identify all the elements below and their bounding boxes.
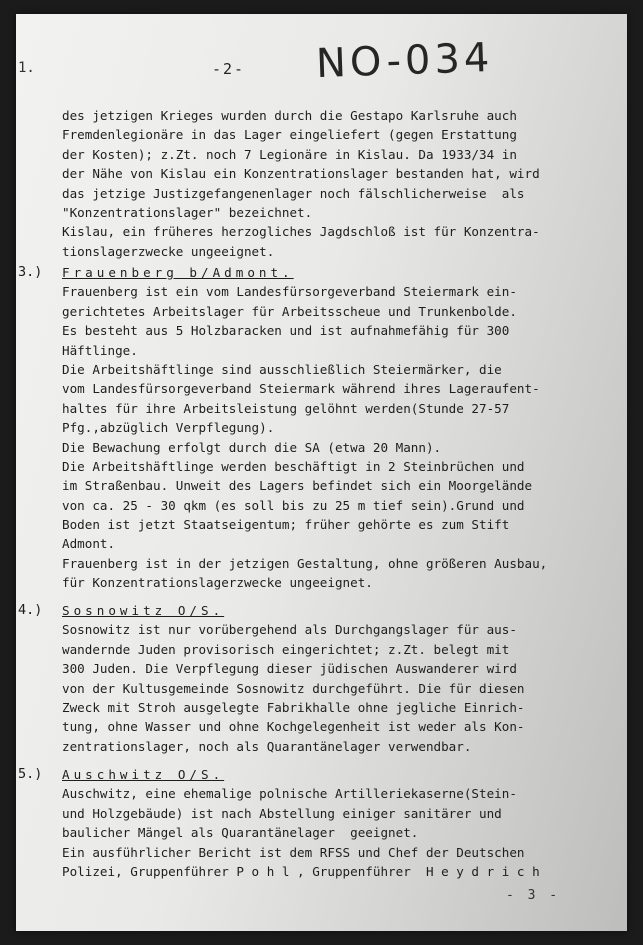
text-line: Admont. <box>62 536 116 552</box>
text-line: Kislau, ein früheres herzogliches Jagdschloß ist für Konzentra- <box>62 224 540 240</box>
section-number: 3.) <box>18 264 43 280</box>
text-line: Fremdenlegionäre in das Lager eingeliefert (gegen Erstattung <box>62 127 517 143</box>
section-heading: Frauenberg b/Admont. <box>62 265 294 280</box>
text-line: des jetzigen Krieges wurden durch die Gestapo Karlsruhe auch <box>62 108 517 123</box>
section-number: 4.) <box>18 602 43 618</box>
text-line: Die Arbeitshäftlinge werden beschäftigt in 2 Steinbrüchen und <box>62 458 525 474</box>
section-sosnowitz <box>62 601 607 756</box>
section-heading: Auschwitz O/S. <box>62 767 225 782</box>
section-number: 5.) <box>18 766 43 782</box>
text-line: der Kosten); z.Zt. noch 7 Legionäre in Kislau. Da 1933/34 in <box>62 146 517 162</box>
text-line: Ein ausführlicher Bericht ist dem RFSS und Chef der Deutschen <box>62 844 525 860</box>
section-frauenberg <box>62 263 607 593</box>
text-line: Die Bewachung erfolgt durch die SA (etwa 20 Mann). <box>62 439 442 455</box>
text-line: tionslagerzwecke ungeeignet. <box>62 243 275 259</box>
text-line: der Nähe von Kislau ein Konzentrationslager bestanden hat, wird <box>62 166 540 182</box>
text-line: Polizei, Gruppenführer P o h l , Gruppenführer H e y d r i c h <box>62 863 540 879</box>
section-auschwitz <box>62 765 607 881</box>
text-line: von der Kultusgemeinde Sosnowitz durchgeführt. Die für diesen <box>62 680 525 696</box>
document-number-handwritten: NO-034 <box>315 34 495 88</box>
text-line: Frauenberg ist ein vom Landesfürsorgeverband Steiermark ein- <box>62 284 517 300</box>
section-heading: Sosnowitz O/S. <box>62 603 225 618</box>
text-line: vom Landesfürsorgeverband Steiermark während ihres Lageraufent- <box>62 381 540 397</box>
text-line: Pfg.,abzüglich Verpflegung). <box>62 420 275 436</box>
text-line: gerichtetes Arbeitslager für Arbeitsscheue und Trunkenbolde. <box>62 303 517 319</box>
text-line: von ca. 25 - 30 qkm (es soll bis zu 25 m tief sein).Grund und <box>62 497 525 513</box>
text-line: Häftlinge. <box>62 342 138 358</box>
text-line: 300 Juden. Die Verpflegung dieser jüdischen Auswanderer wird <box>62 661 517 677</box>
text-line: haltes für ihre Arbeitsleistung gelöhnt werden(Stunde 27-57 <box>62 400 510 416</box>
text-line: das jetzige Justizgefangenenlager noch fälschlicherweise als <box>62 185 525 201</box>
text-line: tung, ohne Wasser und ohne Kochgelegenheit ist weder als Kon- <box>62 719 525 735</box>
text-line: Es besteht aus 5 Holzbaracken und ist aufnahmefähig für 300 <box>62 323 510 339</box>
text-line: "Konzentrationslager" bezeichnet. <box>62 204 313 220</box>
text-line: Auschwitz, eine ehemalige polnische Artilleriekaserne(Stein- <box>62 786 517 802</box>
intro-paragraph <box>62 106 607 261</box>
text-line: für Konzentrationslagerzwecke ungeeignet. <box>62 575 373 591</box>
text-line: Zweck mit Stroh ausgelegte Fabrikhalle ohne jegliche Einrich- <box>62 699 525 715</box>
text-line: baulicher Mängel als Quarantänelager geeignet. <box>62 825 419 841</box>
page-number: -2- <box>212 60 246 78</box>
document-page <box>16 14 627 931</box>
text-line: Boden ist jetzt Staatseigentum; früher gehörte es zum Stift <box>62 517 510 533</box>
text-line: im Straßenbau. Unweit des Lagers befindet sich ein Moorgelände <box>62 478 533 494</box>
corner-mark: 1. <box>18 60 35 76</box>
text-line: wandernde Juden provisorisch eingerichtet; z.Zt. belegt mit <box>62 641 510 657</box>
text-line: Sosnowitz ist nur vorübergehend als Durchgangslager für aus- <box>62 622 517 638</box>
text-line: zentrationslager, noch als Quarantänelager verwendbar. <box>62 738 472 754</box>
next-page-marker: - 3 - <box>506 888 561 903</box>
text-line: Frauenberg ist in der jetzigen Gestaltung, ohne größeren Ausbau, <box>62 555 548 571</box>
text-line: und Holzgebäude) ist nach Abstellung einiger sanitärer und <box>62 805 502 821</box>
text-line: Die Arbeitshäftlinge sind ausschließlich Steiermärker, die <box>62 361 502 377</box>
